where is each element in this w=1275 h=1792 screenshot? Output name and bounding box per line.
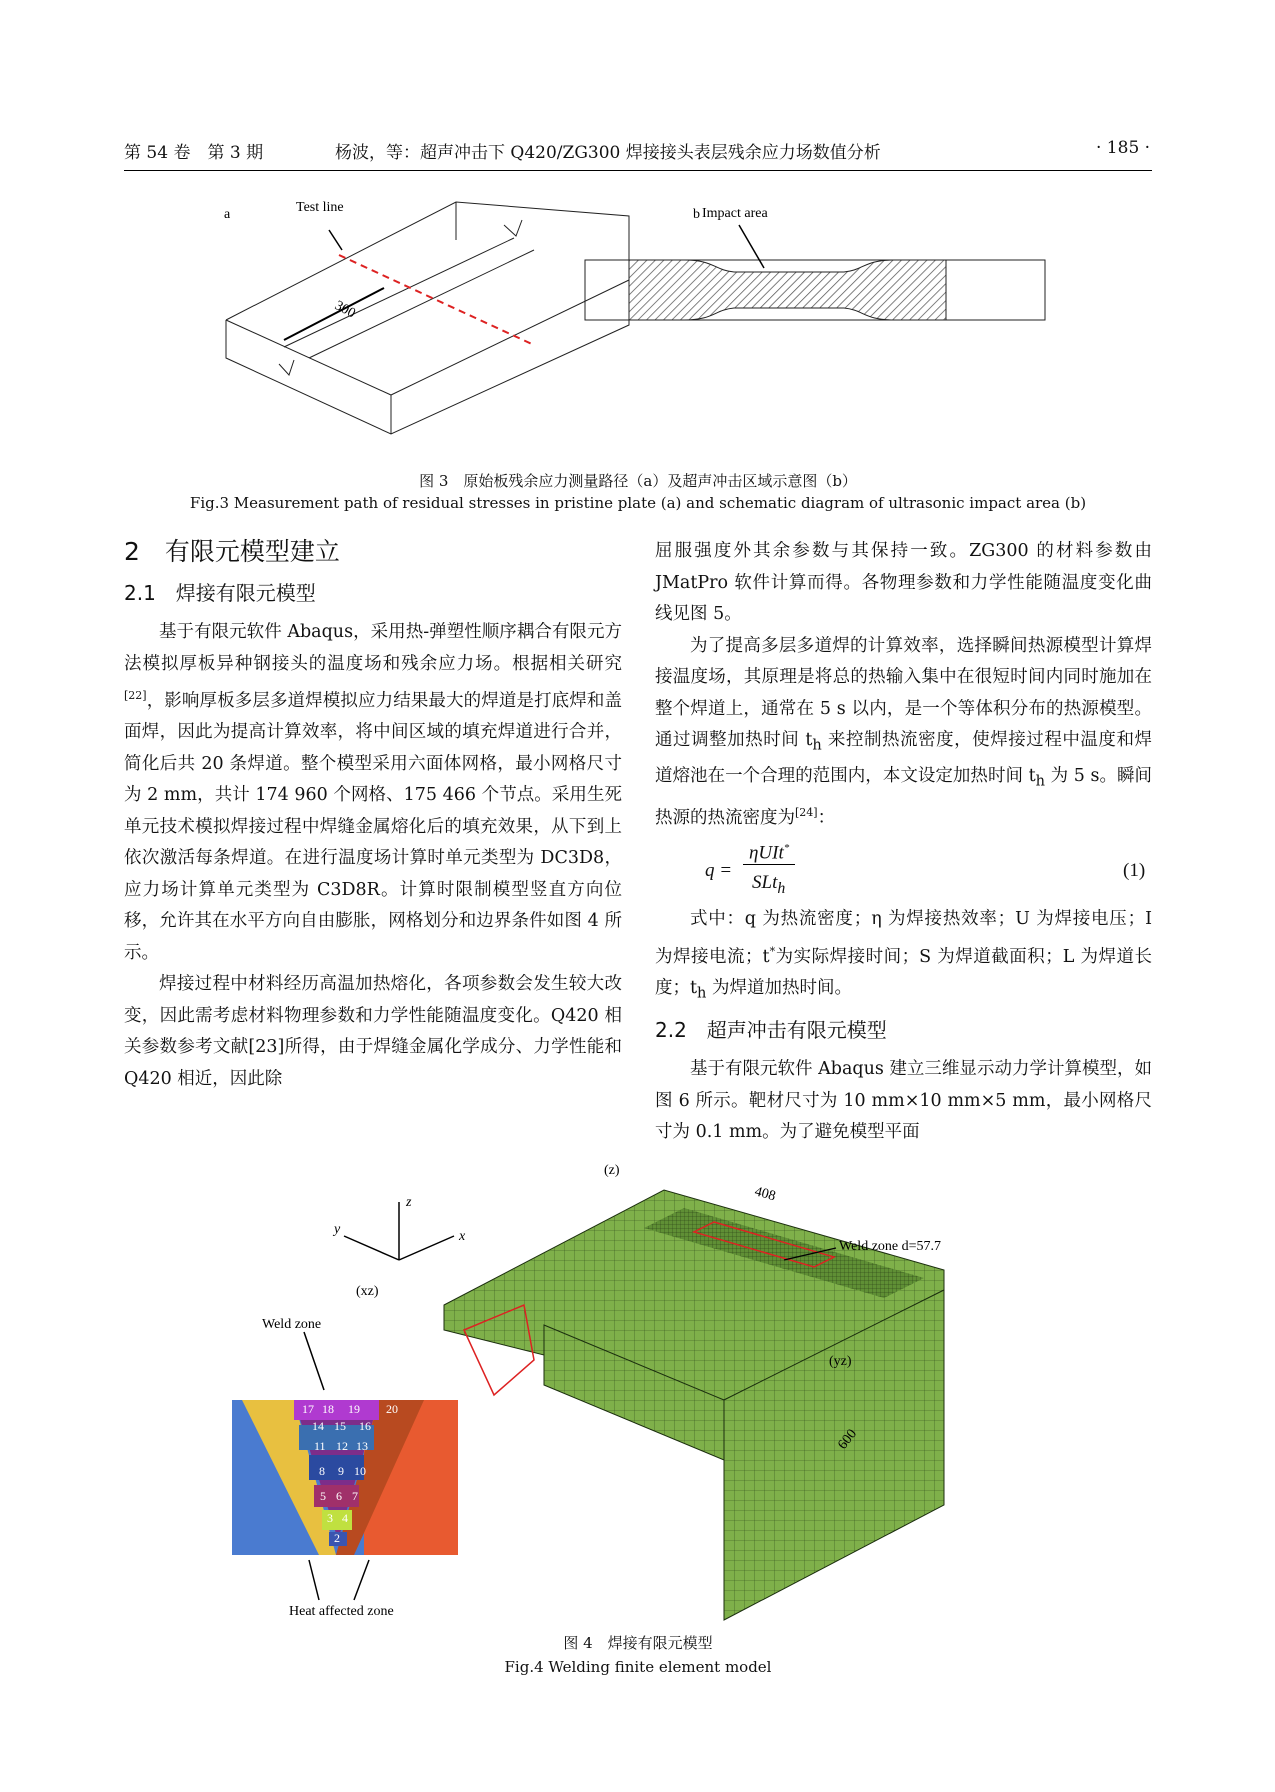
fig3-panel-b-label: b xyxy=(693,207,700,222)
paragraph-2-1-a: 基于有限元软件 Abaqus，采用热-弹塑性顺序耦合有限元方法模拟厚板异种钢接头的温度场和残余应力场。根据相关研究[22]，影响厚板多层多道焊模拟应力结果最大的焊道是打底焊和盖面焊，因此为提高计算效率，将中间区域的填充焊道进行合并，简化后共 20 条焊道。整个模型采用六面体网格，最小网格尺寸为 2 mm，共计 174 960 个网格、175 466 个节点。采用生死单元技术模拟焊接过程中焊缝金属熔化后的填充效果，从下到上依次激活每条焊道。在进行温度场计算时单元类型为 DC3D8，应力场计算单元类型为 C3D8R。计算时限制模型竖直方向位移，允许其在水平方向自由膨胀，网格划分和边界条件如图 4 所示。 xyxy=(124,622,622,963)
paragraph-2-1-b: 焊接过程中材料经历高温加热熔化，各项参数会发生较大改变，因此需考虑材料物理参数和力学性能随温度变化。Q420 相关参数参考文献[23]所得，由于焊缝金属化学成分、力学性能和 Q420 相近，因此除 xyxy=(124,974,622,1089)
weld-zone-d-label: Weld zone d=57.7 xyxy=(839,1239,942,1254)
svg-text:10: 10 xyxy=(354,1464,366,1478)
svg-text:8: 8 xyxy=(319,1464,325,1478)
paragraph-2-2-a: 基于有限元软件 Abaqus 建立三维显示动力学计算模型，如图 6 所示。靶材尺寸为 10 mm×10 mm×5 mm，最小网格尺寸为 0.1 mm。为了避免模型平面 xyxy=(655,1059,1152,1143)
fig4-caption-en: Fig.4 Welding finite element model xyxy=(504,1658,772,1676)
page-number: · 185 · xyxy=(1096,138,1151,158)
test-line-label: Test line xyxy=(296,200,344,215)
right-column xyxy=(655,536,1152,834)
svg-text:2: 2 xyxy=(334,1531,340,1545)
haz-leader-right xyxy=(354,1560,369,1600)
haz-label: Heat affected zone xyxy=(289,1604,394,1619)
haz-leader-left xyxy=(309,1560,319,1600)
svg-text:4: 4 xyxy=(342,1511,348,1525)
figure-4 xyxy=(124,1160,1152,1625)
bc-yz-label: (yz) xyxy=(829,1354,852,1369)
weld-zone-leader xyxy=(304,1332,324,1390)
test-line xyxy=(339,255,534,345)
running-title: 杨波，等：超声冲击下 Q420/ZG300 焊接接头表层残余应力场数值分析 xyxy=(335,143,881,163)
header-rule xyxy=(124,170,1152,171)
svg-text:19: 19 xyxy=(348,1402,360,1416)
svg-text:15: 15 xyxy=(334,1419,346,1433)
svg-text:3: 3 xyxy=(327,1511,333,1525)
svg-text:18: 18 xyxy=(322,1402,334,1416)
figure-3 xyxy=(124,180,1152,470)
formula-denominator: SLt$_h$ xyxy=(752,872,786,897)
formula-number: (1) xyxy=(1123,860,1146,881)
svg-text:9: 9 xyxy=(338,1464,344,1478)
svg-text:12: 12 xyxy=(336,1439,348,1453)
bc-z-label: (z) xyxy=(604,1163,620,1178)
dim-600: 600 xyxy=(835,1426,861,1453)
svg-text:16: 16 xyxy=(359,1419,371,1433)
paragraph-2-1-e: 式中：q 为热流密度；η 为焊接热效率；U 为焊接电压；I 为焊接电流；t*为实际焊接时间；S 为焊道截面积；L 为焊道长度；$t_h$ 为焊道加热时间。 xyxy=(655,909,1152,1002)
svg-text:17: 17 xyxy=(302,1402,314,1416)
coordinate-axes xyxy=(344,1202,454,1260)
axis-y-label: y xyxy=(334,1222,341,1237)
dim-408: 408 xyxy=(752,1184,778,1205)
impact-area-drawing xyxy=(585,260,1045,320)
section-2-title: 2 有限元模型建立 xyxy=(124,537,340,566)
paragraph-2-1-d: 为了提高多层多道焊的计算效率，选择瞬间热源模型计算焊接温度场，其原理是将总的热输入集中在很短时间内同时施加在整个焊道上，通常在 5 s 以内，是一个等体积分布的热源模型。通过调整加热时间 $t_h$ 来控制热流密度，使焊接过程中温度和焊道熔池在一个合理的范围内，本文设定加热时间 $t_h$ 为 5 s。瞬间热源的热流密度为[24]： xyxy=(655,635,1153,828)
right-column-lower xyxy=(655,904,1152,1149)
svg-text:20: 20 xyxy=(386,1402,398,1416)
weld-zone-label: Weld zone xyxy=(262,1317,322,1332)
svg-text:13: 13 xyxy=(356,1439,368,1453)
formula-numerator: ηUIt* xyxy=(743,842,795,865)
test-line-leader xyxy=(329,230,342,250)
fig3-caption-cn: 图 3 原始板残余应力测量路径（a）及超声冲击区域示意图（b） xyxy=(419,472,857,490)
bc-xz-label: (xz) xyxy=(356,1284,379,1299)
paragraph-2-1-c: 屈服强度外其余参数与其保持一致。ZG300 的材料参数由 JMatPro 软件计算而得。各物理参数和力学性能随温度变化曲线见图 5。 xyxy=(655,541,1152,624)
section-2-1-title: 2.1 焊接有限元模型 xyxy=(124,580,316,605)
fig4-caption-cn: 图 4 焊接有限元模型 xyxy=(563,1634,713,1652)
axis-x-label: x xyxy=(459,1229,466,1244)
section-2-2-title: 2.2 超声冲击有限元模型 xyxy=(655,1017,887,1042)
dimension-300: 300 xyxy=(332,298,358,322)
impact-area-label: Impact area xyxy=(702,206,768,221)
svg-text:7: 7 xyxy=(352,1489,358,1503)
impact-area-leader xyxy=(739,225,764,268)
svg-text:5: 5 xyxy=(320,1489,326,1503)
svg-text:11: 11 xyxy=(314,1439,326,1453)
dimension-line-300 xyxy=(284,288,384,340)
fig3-panel-a-label: a xyxy=(224,207,231,222)
axis-z-label: z xyxy=(406,1195,412,1210)
svg-text:6: 6 xyxy=(336,1489,342,1503)
svg-text:14: 14 xyxy=(312,1419,324,1433)
journal-volume: 第 54 卷 第 3 期 xyxy=(124,143,264,163)
formula-lhs: q = xyxy=(705,860,733,881)
left-column xyxy=(124,536,622,1095)
weld-mesh-block xyxy=(444,1190,944,1620)
pristine-plate-drawing xyxy=(226,202,629,434)
fig3-caption-en: Fig.3 Measurement path of residual stresses in pristine plate (a) and schematic diagram of ultrasonic impact area (b) xyxy=(189,494,1087,512)
